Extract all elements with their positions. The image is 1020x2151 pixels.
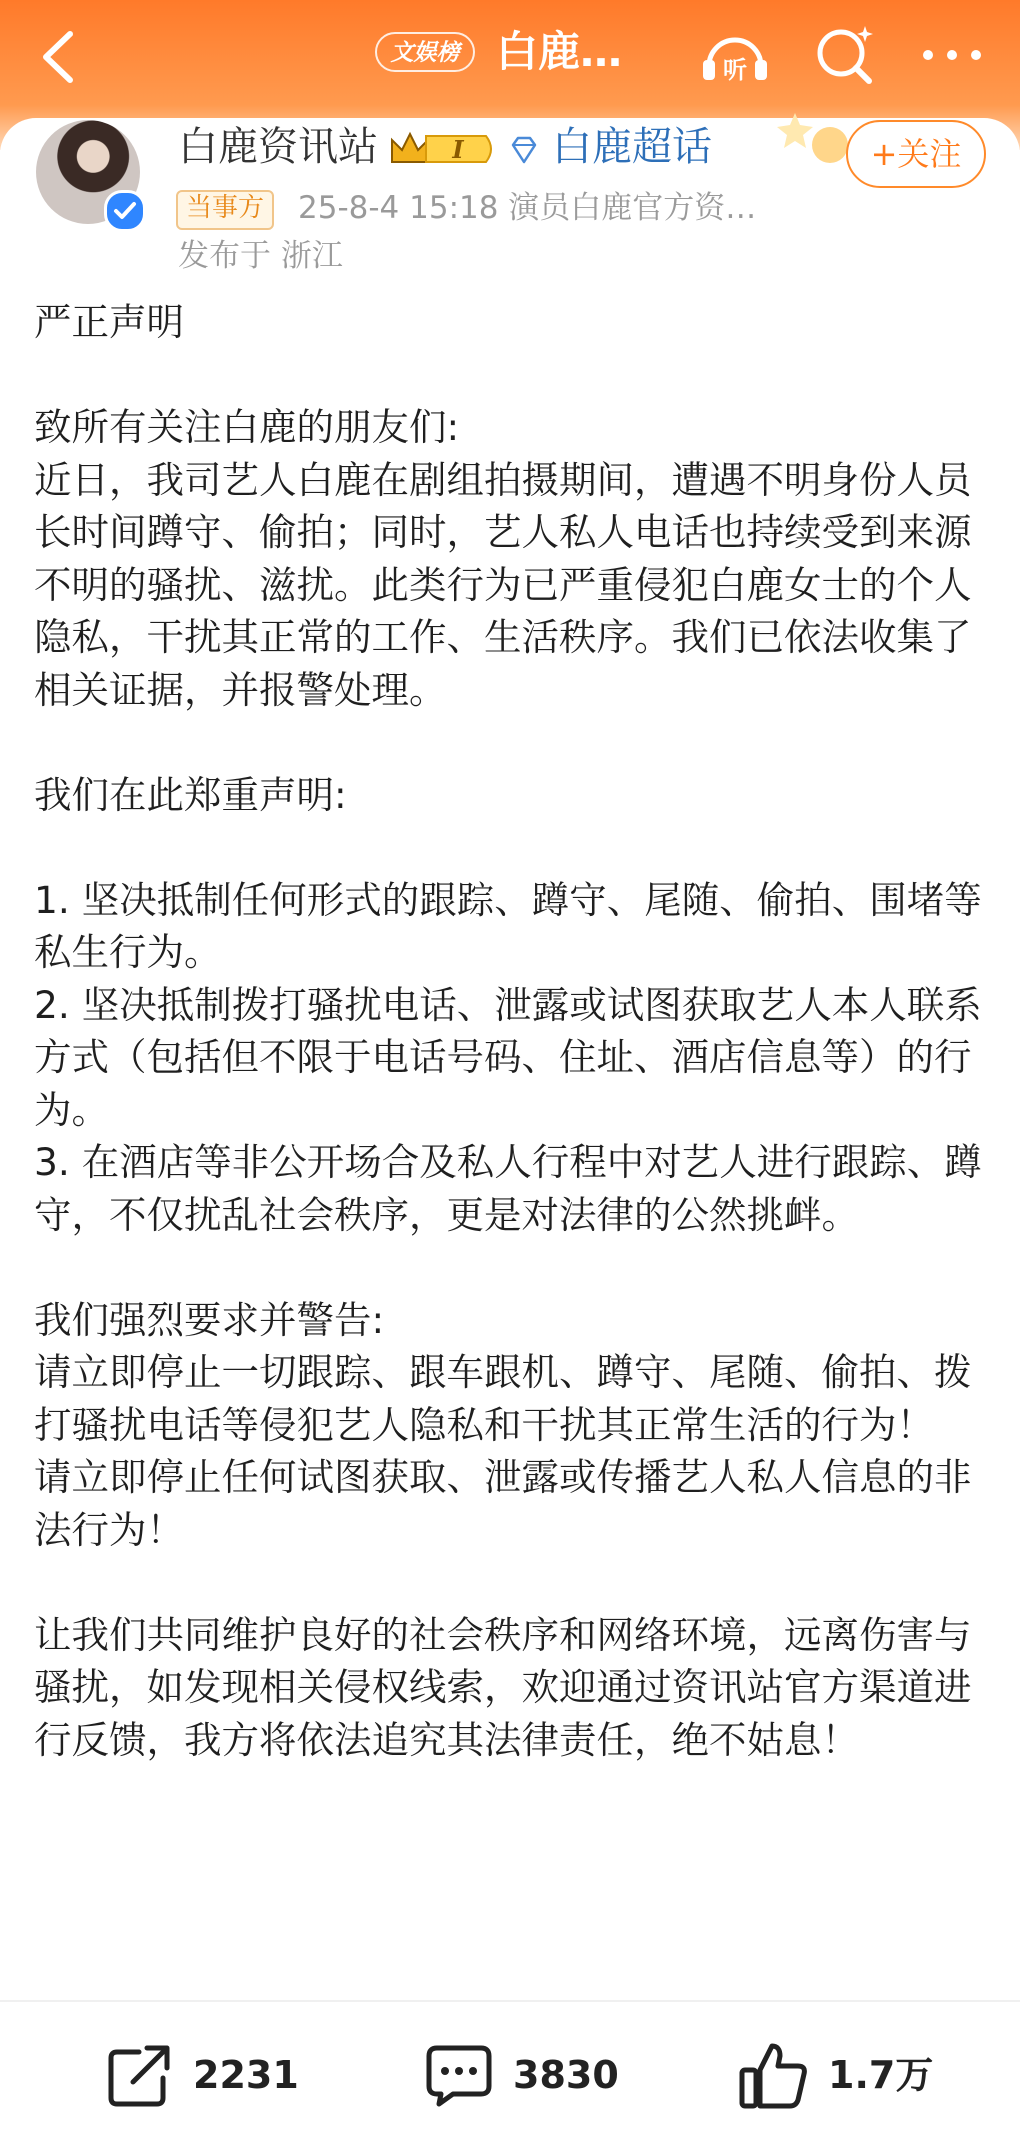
content-paragraph: 严正声明 [34, 300, 184, 344]
content-paragraph: 致所有关注白鹿的朋友们: [34, 405, 460, 449]
follow-button[interactable]: +关注 [846, 120, 986, 188]
content-paragraph: 2. 坚决抵制拨打骚扰电话、泄露或试图获取艺人本人联系方式（包括但不限于电话号码、住址、酒店信息等）的行为。 [34, 982, 982, 1132]
content-paragraph: 1. 坚决抵制任何形式的跟踪、蹲守、尾随、偷拍、围堵等私生行为。 [34, 877, 982, 974]
diamond-icon [507, 133, 541, 167]
post-meta: 25-8-4 15:18 演员白鹿官方资… [298, 190, 757, 226]
repost-count: 2231 [193, 2053, 299, 2097]
page-title: 白鹿… [496, 27, 623, 76]
comment-button[interactable] [423, 2040, 623, 2110]
content-paragraph: 3. 在酒店等非公开场合及私人行程中对艺人进行跟踪、蹲守，不仅扰乱社会秩序，更是对法律的公然挑衅。 [34, 1140, 982, 1237]
comment-count: 3830 [513, 2053, 619, 2097]
repost-icon [105, 2040, 175, 2110]
role-badge: 当事方 [176, 190, 274, 230]
content-paragraph: 让我们共同维护良好的社会秩序和网络环境，远离伤害与骚扰，如发现相关侵权线索，欢迎通过资讯站官方渠道进行反馈，我方将依法追究其法律责任，绝不姑息！ [34, 1612, 972, 1762]
repost-button[interactable] [105, 2040, 305, 2110]
post-location: 发布于 浙江 [178, 238, 343, 274]
content-paragraph: 我们强烈要求并警告: [34, 1297, 385, 1342]
fan-level-badge-icon [388, 128, 498, 170]
comment-icon [423, 2040, 495, 2110]
ranking-tag[interactable]: 文娱榜 [375, 32, 475, 72]
back-icon[interactable] [28, 22, 88, 92]
content-paragraph: 请立即停止任何试图获取、泄露或传播艺人私人信息的非法行为！ [34, 1455, 972, 1552]
content-paragraph: 我们在此郑重声明: [34, 772, 347, 817]
author-name[interactable]: 白鹿资讯站 [178, 124, 378, 170]
svg-text:听: 听 [723, 56, 747, 84]
thumbs-up-icon [738, 2040, 810, 2110]
level-text: I [452, 135, 464, 164]
content-paragraph: 近日，我司艺人白鹿在剧组拍摄期间，遭遇不明身份人员长时间蹲守、偷拍；同时，艺人私人电话也持续受到来源不明的骚扰、滋扰。此类行为已严重侵犯白鹿女士的个人隐私，干扰其正常的工作、生活秩序。我们已依法收集了相关证据，并报警处理。 [34, 457, 972, 712]
super-topic-link[interactable]: 白鹿超话 [552, 124, 712, 170]
listen-icon[interactable] [695, 20, 775, 90]
verified-icon [104, 190, 146, 232]
super-topic-decoration-icon [775, 105, 850, 165]
like-count: 1.7万 [828, 2053, 934, 2097]
post-content [34, 296, 994, 1766]
like-button[interactable] [738, 2040, 938, 2110]
search-icon[interactable] [805, 20, 885, 90]
more-icon[interactable] [912, 20, 992, 90]
content-paragraph: 请立即停止一切跟踪、跟车跟机、蹲守、尾随、偷拍、拨打骚扰电话等侵犯艺人隐私和干扰其正常生活的行为！ [34, 1350, 972, 1447]
